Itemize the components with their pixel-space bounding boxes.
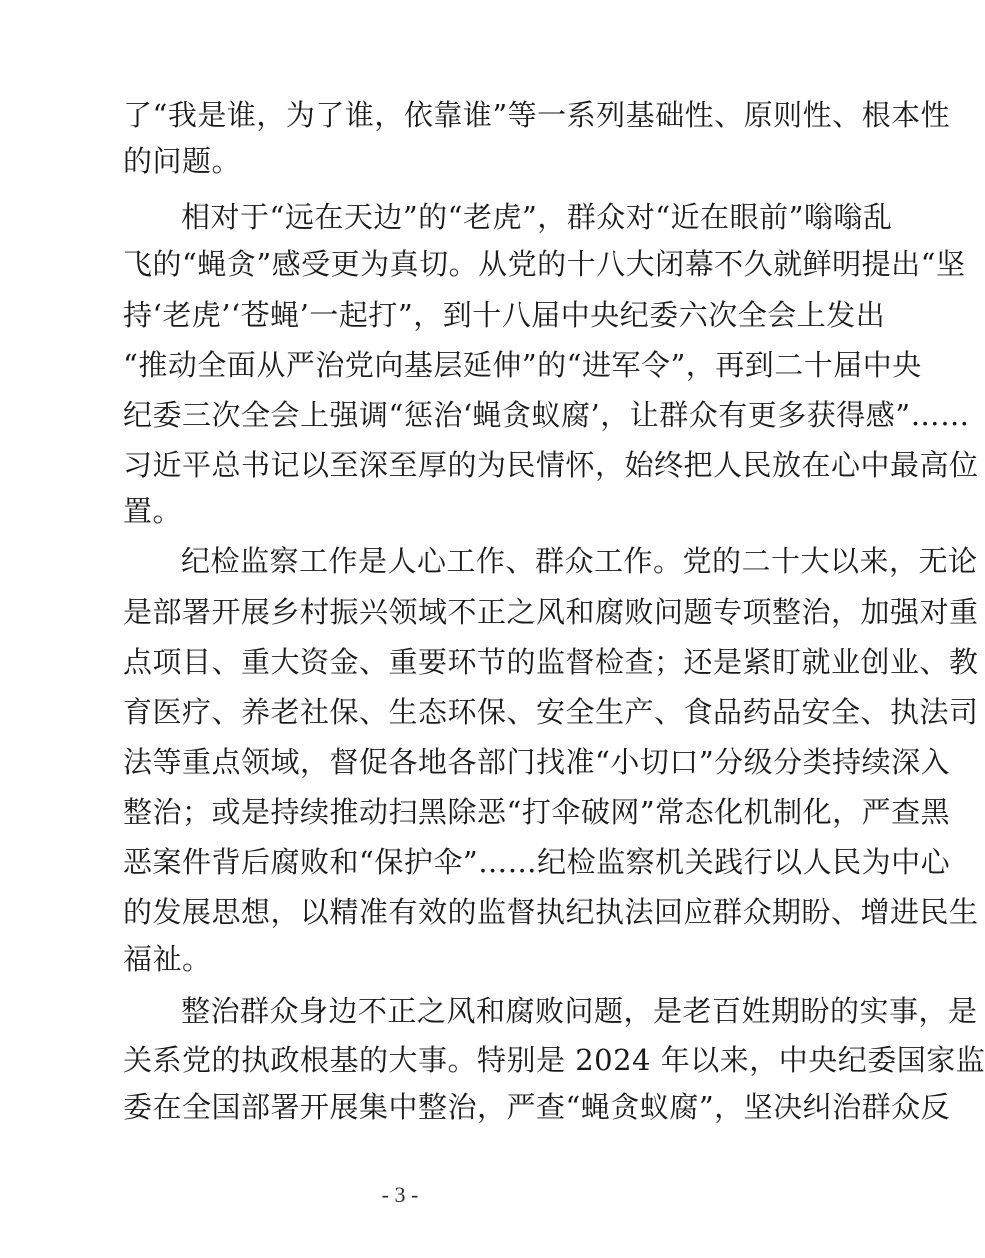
text-line: “推动全面从严治党向基层延伸”的“进军令”，再到二十届中央: [123, 348, 922, 382]
text-line: 关系党的执政根基的大事。特别是 2024 年以来，中央纪委国家监: [123, 1043, 985, 1077]
text-line: 了“我是谁，为了谁，依靠谁”等一系列基础性、原则性、根本性: [123, 98, 951, 132]
text-line: 点项目、重大资金、重要环节的监督检查；还是紧盯就业创业、教: [123, 645, 979, 679]
text-line: 福祉。: [123, 942, 212, 976]
text-line: 习近平总书记以至深至厚的为民情怀，始终把人民放在心中最高位: [123, 448, 979, 482]
text-line: 恶案件背后腐败和“保护伞”……纪检监察机关践行以人民为中心: [123, 845, 951, 879]
page-number: - 3 -: [381, 1182, 419, 1207]
text-line: 整治群众身边不正之风和腐败问题，是老百姓期盼的实事，是: [181, 994, 978, 1028]
text-line: 持‘老虎’‘苍蝇’一起打”，到十八届中央纪委六次全会上发出: [123, 298, 886, 332]
text-line: 纪检监察工作是人心工作、群众工作。党的二十大以来，无论: [181, 544, 978, 578]
text-line: 法等重点领域，督促各地各部门找准“小切口”分级分类持续深入: [123, 745, 951, 779]
text-line: 纪委三次全会上强调“惩治‘蝇贪蚁腐’，让群众有更多获得感”……: [123, 398, 970, 432]
text-line: 育医疗、养老社保、生态环保、安全生产、食品药品安全、执法司: [123, 695, 979, 729]
text-line: 飞的“蝇贪”感受更为真切。从党的十八大闭幕不久就鲜明提出“坚: [123, 247, 966, 281]
text-line: 的发展思想，以精准有效的监督执纪执法回应群众期盼、增进民生: [123, 895, 979, 929]
text-line: 置。: [123, 494, 183, 528]
text-line: 是部署开展乡村振兴领域不正之风和腐败问题专项整治，加强对重: [123, 595, 979, 629]
text-line: 委在全国部署开展集中整治，严查“蝇贪蚁腐”，坚决纠治群众反: [123, 1090, 951, 1124]
text-line: 相对于“远在天边”的“老虎”，群众对“近在眼前”嗡嗡乱: [181, 200, 893, 234]
text-line: 的问题。: [123, 144, 242, 178]
text-line: 整治；或是持续推动扫黑除恶“打伞破网”常态化机制化，严查黑: [123, 795, 951, 829]
